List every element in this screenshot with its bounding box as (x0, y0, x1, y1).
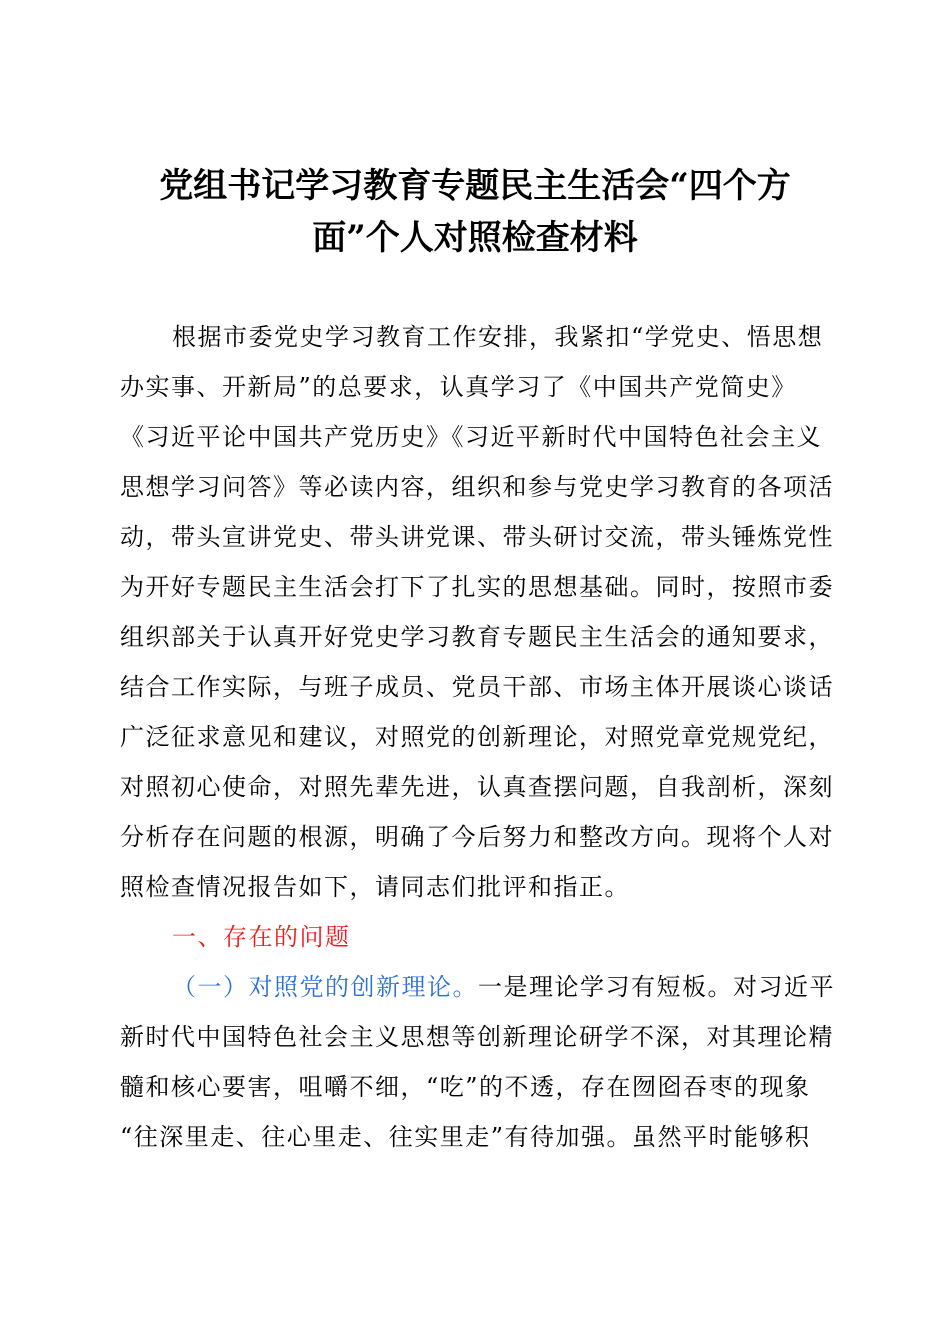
paragraph-1-line: 《习近平论中国共产党历史》《习近平新时代中国特色社会主义 (120, 423, 822, 451)
paragraph-1-line: 分析存在问题的根源，明确了今后努力和整改方向。现将个人对 (120, 823, 834, 851)
section-heading-problems: 一、存在的问题 (172, 923, 351, 951)
subsection-1-first-line-text: 一是理论学习有短板。对习近平 (478, 973, 835, 1001)
paragraph-1-line: 组织部关于认真开好党史学习教育专题民主生活会的通知要求， (120, 623, 834, 651)
paragraph-1-line: 根据市委党史学习教育工作安排，我紧扣“学党史、悟思想 (172, 323, 824, 351)
subsection-heading-innovation-theory: （一）对照党的创新理论。 (172, 973, 478, 1001)
subsection-1-line: 髓和核心要害，咀嚼不细，“吃”的不透，存在囫囵吞枣的现象 (120, 1073, 811, 1101)
paragraph-1-line: 对照初心使命，对照先辈先进，认真查摆问题，自我剖析，深刻 (120, 773, 834, 801)
paragraph-1-line: 办实事、开新局”的总要求，认真学习了《中国共产党简史》 (120, 373, 797, 401)
document-body (120, 312, 835, 1162)
paragraph-1-line: 动，带头宣讲党史、带头讲党课、带头研讨交流，带头锤炼党性 (120, 523, 834, 551)
paragraph-1-line: 广泛征求意见和建议，对照党的创新理论，对照党章党规党纪， (120, 723, 834, 751)
subsection-1-line: “往深里走、往心里走、往实里走”有待加强。虽然平时能够积 (120, 1123, 811, 1151)
paragraph-1-line: 照检查情况报告如下，请同志们批评和指正。 (120, 873, 630, 901)
paragraph-1-line: 结合工作实际，与班子成员、党员干部、市场主体开展谈心谈话 (120, 673, 834, 701)
title-line-2: 面”个人对照检查材料 (312, 218, 638, 258)
subsection-1-line: 新时代中国特色社会主义思想等创新理论研学不深，对其理论精 (120, 1023, 834, 1051)
subsection-1-first-line (120, 962, 835, 1012)
document-title (100, 160, 850, 264)
title-line-1: 党组书记学习教育专题民主生活会“四个方 (159, 166, 791, 206)
paragraph-1-line: 为开好专题民主生活会打下了扎实的思想基础。同时，按照市委 (120, 573, 834, 601)
paragraph-1-line: 思想学习问答》等必读内容，组织和参与党史学习教育的各项活 (120, 473, 834, 501)
